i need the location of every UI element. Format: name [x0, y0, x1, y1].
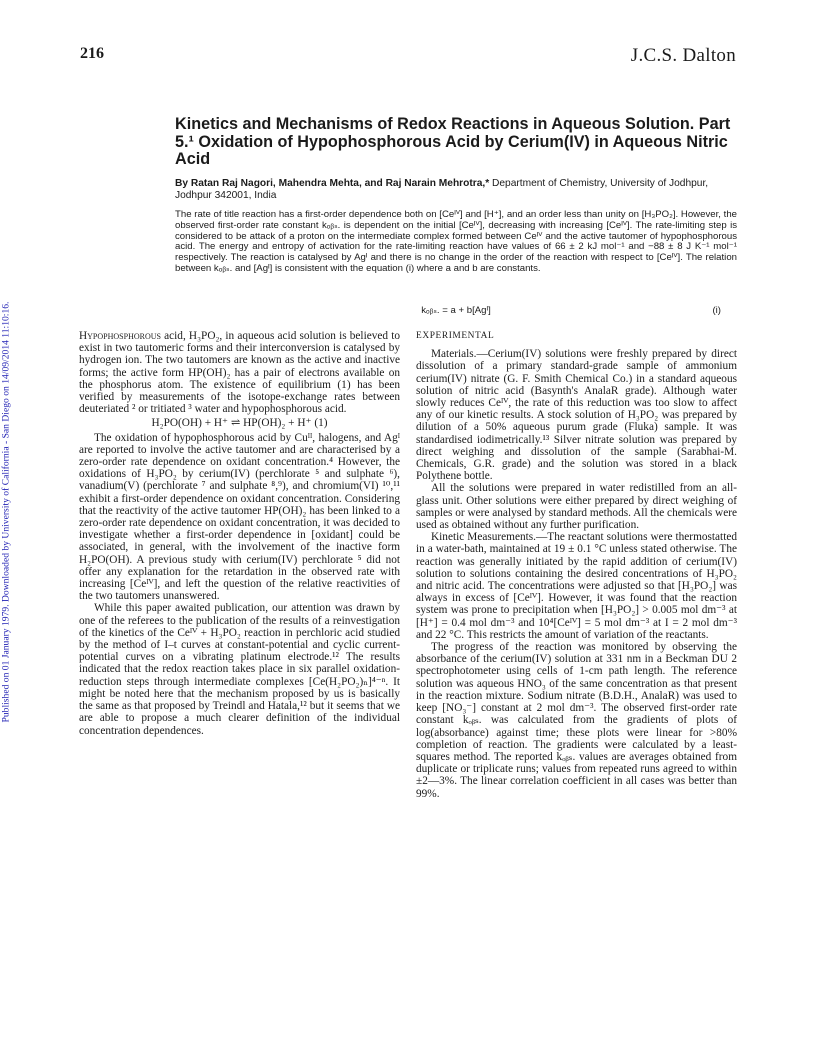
intro-lead-word: Hypophosphorous	[79, 330, 161, 342]
download-provenance-text[interactable]: Published on 01 January 1979. Downloaded by University of California - San Diego on 14/09/2014 11:10:16.	[0, 301, 12, 723]
article-title: Kinetics and Mechanisms of Redox Reactions in Aqueous Solution. Part 5.¹ Oxidation of Hypophosphorous Acid by Cerium(IV) in Aqueous Nitric Acid	[175, 115, 731, 169]
kinetic-measurements-paragraph: Kinetic Measurements.—The reactant solutions were thermostatted in a water-bath, maintained at 19 ± 0.1 °C unless stated otherwise. The reaction was generally initiated by the rapid addition of cerium(IV) solution to solutions containing the desired concentrations of H₃PO₂ and nitric acid. The concentrations were adjusted so that [H₃PO₂] was always in excess of [Ceᴵⱽ]. However, it was found that the reaction system was prone to precipitation when [H₃PO₂] > 0.005 mol dm⁻³ at [H⁺] = 0.4 mol dm⁻³ and 10⁴[Ceᴵⱽ] = 5 mol dm⁻³ at I = 2 mol dm⁻³ and 22 °C. This restricts the amount of variation of the reactants.	[416, 531, 737, 641]
monitoring-paragraph: The progress of the reaction was monitored by observing the absorbance of the cerium(IV) solution at 331 nm in a Beckman DU 2 spectrophotometer using cells of 1-cm path length. The reference solution was aqueous HNO₃ of the same concentration as that present in the reaction mixture. Sodium nitrate (B.D.H., AnalaR) was used to keep [NO₃⁻] constant at 2 mol dm⁻³. The observed first-order rate constant kₒᵦₛ. was calculated from the gradients of plots of log(absorbance) against time; these plots were linear for >80% completion of reaction. The gradients were calculated by a least-squares method. The reported kₒᵦₛ. values are averages obtained from duplicate or triplicate runs; values from repeated runs agreed to within ±2—3%. The linear correlation coefficient in all cases was better than 99%.	[416, 641, 737, 800]
abstract: The rate of title reaction has a first-order dependence both on [Ceᴵⱽ] and [H⁺], and an order less than unity on [H₃PO₂]. However, the observed first-order rate constant kₒᵦₛ. is dependent on the initial [Ceᴵⱽ], decreasing with increasing [Ceᴵⱽ]. The rate-limiting step is considered to be attack of a proton on the intermediate complex formed between Ceᴵⱽ and the active tautomer of hypophosphorous acid. The energy and entropy of activation for the rate-limiting reaction have values of 66 ± 2 kJ mol⁻¹ and −88 ± 8 J K⁻¹ mol⁻¹ respectively. The reaction is catalysed by Agᴵ and there is no change in the order of the reaction with respect to [Ceᴵⱽ]. The relation between kₒᵦₛ. and [Agᴵ] is consistent with the equation (i) where a and b are constants.	[175, 209, 737, 274]
left-column	[79, 330, 400, 737]
intro-paragraph-3: While this paper awaited publication, our attention was drawn by one of the referees to the publication of the results of a reinvestigation of the kinetics of the Ceᴵⱽ + H₃PO₂ reaction in perchloric acid studied by the method of I–t curves at constant-potential and cyclic current-potential curves on a vibrating platinum electrode.¹² The results indicated that the redox reaction takes place in six parallel oxidation-reduction steps through intermediate complexes [Ce(H₂PO₂)ₙ]⁴⁻ⁿ. It might be noted here that the mechanism proposed by us is basically the same as that proposed by Treindl and Hatala,¹² but it seems that we are able to propose a much clearer definition of the individual concentration dependences.	[79, 602, 400, 737]
intro-paragraph-1	[79, 330, 400, 415]
journal-name: J.C.S. Dalton	[630, 45, 736, 66]
abstract-equation-text: kₒᵦₛ. = a + b[Agᴵ]	[421, 305, 491, 316]
right-column	[416, 330, 737, 800]
intro-paragraph-1-text: acid, H₃PO₂, in aqueous acid solution is believed to exist in two tautomeric forms and their interconversion is catalysed by hydrogen ion. The two tautomers are known as the active and inactive forms; the active form HP(OH)₂ has a pair of electrons available on the phosphorus atom. The existence of equilibrium (1) has been verified by measurements of the isotope-exchange rates between deuteriated ² or tritiated ³ water and hypophosphorous acid.	[79, 330, 400, 416]
materials-paragraph: Materials.—Cerium(IV) solutions were freshly prepared by direct dissolution of a primary standard-grade sample of ammonium cerium(IV) nitrate (G. F. Smith Chemical Co.) in a standard aqueous solution of nitric acid (Basynth's AnalaR grade). Although water slowly reduces Ceᴵⱽ, the rate of this reduction was too slow to affect any of our kinetic results. A stock solution of H₃PO₂ was prepared by dilution of a 50% aqueous purum grade (Fluka) sample. It was standardised iodimetrically.¹³ Silver nitrate solution was prepared by direct weighing and dissolution of the sample (Sarabhai-M. Chemicals, G.R. grade) and the solution was stored in a black Polythene bottle.	[416, 348, 737, 483]
section-heading-experimental: EXPERIMENTAL	[416, 331, 495, 341]
author-names: By Ratan Raj Nagori, Mahendra Mehta, and Raj Narain Mehrotra,*	[175, 178, 490, 189]
equation-1: H₂PO(OH) + H⁺ ⇌ HP(OH)₂ + H⁺ (1)	[151, 417, 328, 430]
author-affiliation: Department of Chemistry, University of Jodhpur, Jodhpur 342001, India	[175, 178, 709, 201]
page-number: 216	[80, 45, 104, 62]
author-block	[175, 178, 737, 202]
abstract-equation	[175, 305, 737, 319]
abstract-equation-number: (i)	[712, 305, 721, 316]
solutions-paragraph: All the solutions were prepared in water redistilled from an all-glass unit. Other solutions were either prepared by direct weighing of samples or were analysed by standard methods. All the chemicals were used as obtained without any further purification.	[416, 482, 737, 532]
intro-paragraph-2: The oxidation of hypophosphorous acid by Cuᴵᴵ, halogens, and Agᴵ are reported to involve the active tautomer and are characterised by a zero-order rate dependence on oxidant concentration.⁴ However, the oxidations of H₃PO₂ by cerium(IV) (perchlorate ⁵ and sulphate ⁶), vanadium(V) (perchlorate ⁷ and sulphate ⁸,⁹), and chromium(VI) ¹⁰,¹¹ exhibit a first-order dependence on oxidant concentration. Considering that the reactivity of the active tautomer HP(OH)₂ has been linked to a zero-order rate dependence on oxidant concentration, it was decided to investigate whether a first-order dependence in [oxidant] could be associated, in general, with the involvement of the inactive form H₂PO(OH). A previous study with cerium(IV) perchlorate ⁵ did not offer any explanation for the retardation in the observed rate with increasing [Ceᴵⱽ], and left the question of the relative reactivities of the two tautomers unanswered.	[79, 431, 400, 603]
